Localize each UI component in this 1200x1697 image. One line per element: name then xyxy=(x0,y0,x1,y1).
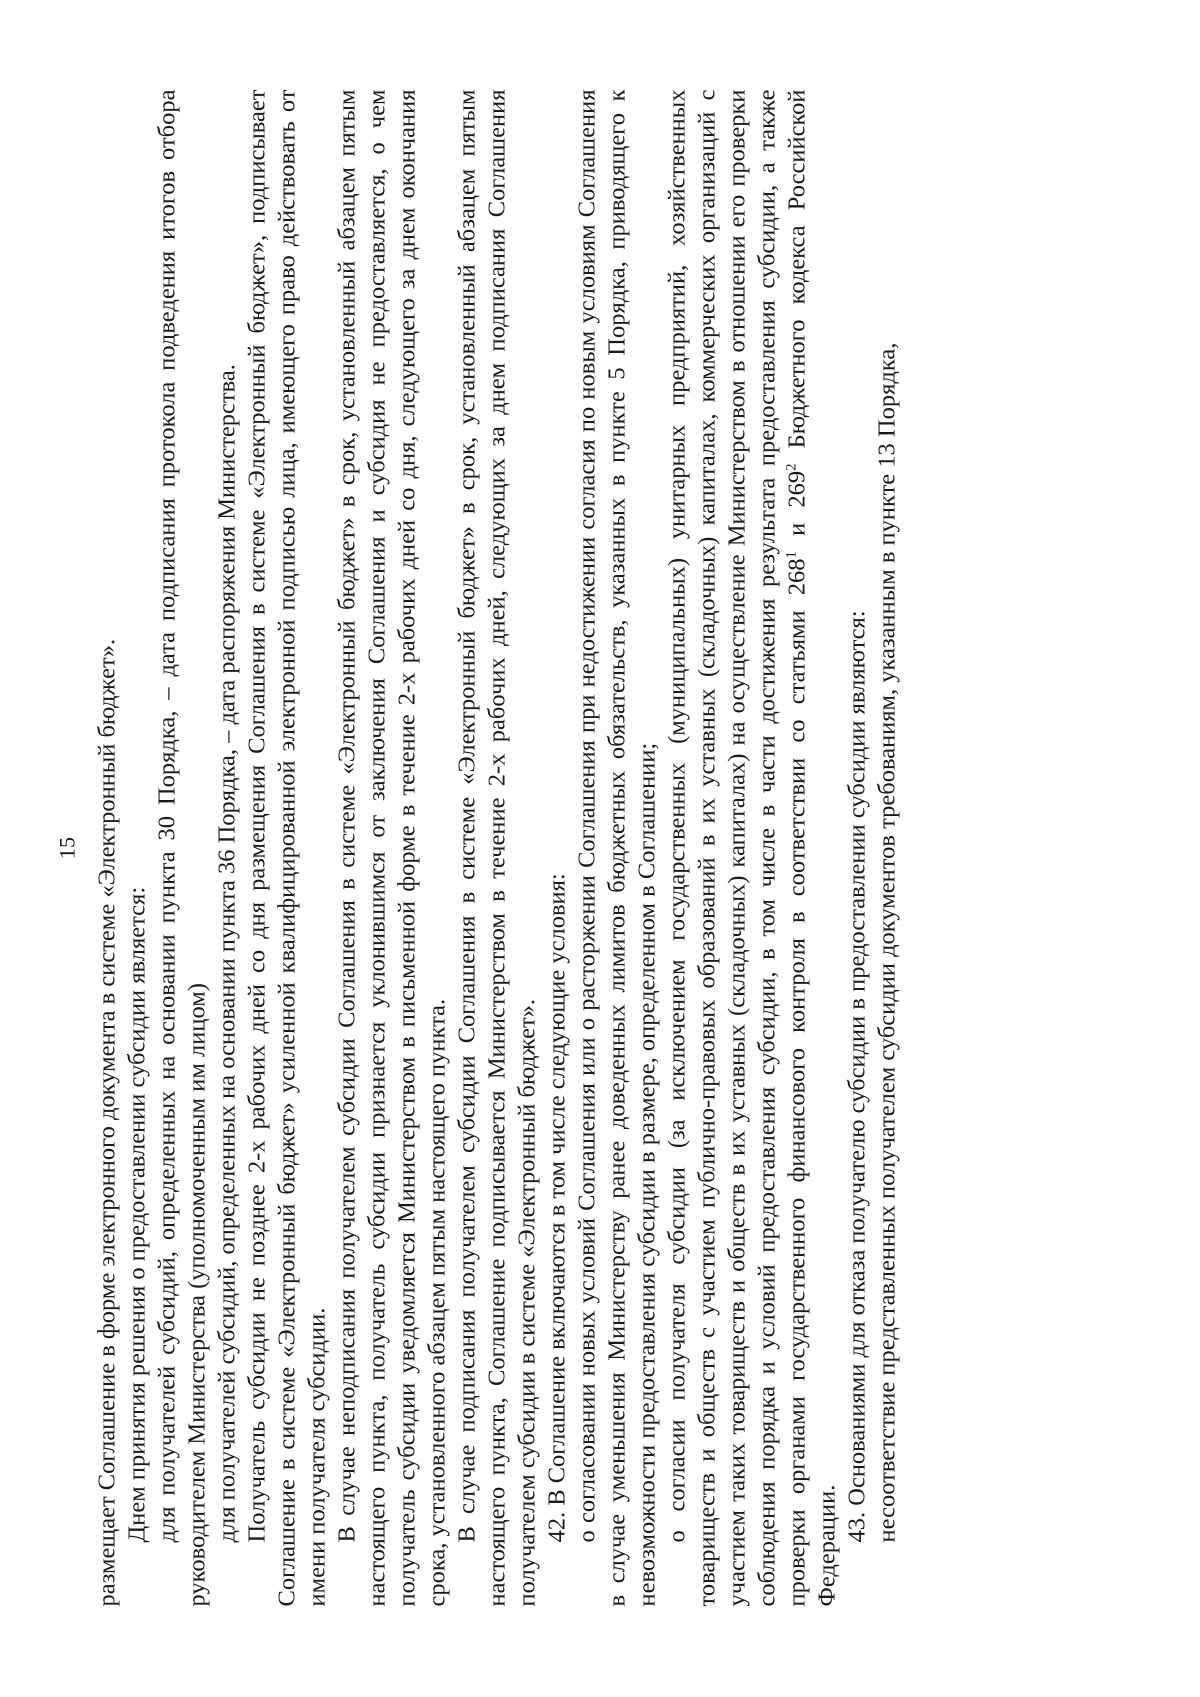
document-body xyxy=(93,90,903,1607)
paragraph: о согласовании новых условий Соглашения или о расторжении Соглашения при недостижении согласия по новым условиям Соглашения в случае уменьшения Министерству ранее доведенных лимитов бюджетных обязательств, указанных в пункте 5 Порядка, приводящего к невозможности предоставления субсидии в размере, определенном в Соглашении; xyxy=(573,89,661,1607)
paragraph-with-footnote-refs xyxy=(663,90,843,1607)
superscript: 2 xyxy=(783,463,800,471)
paragraph: Получатель субсидии не позднее 2-х рабочих дней со дня размещения Соглашения в системе «Электронный бюджет», подписывает Соглашение в системе «Электронный бюджет» усиленной квалифицированной электронной подписью лица, имеющего право действовать от имени получателя субсидии. xyxy=(243,89,331,1607)
paragraph: размещает Соглашение в форме электронного документа в системе «Электронный бюджет». xyxy=(93,638,121,1607)
page-number: 15 xyxy=(54,837,80,859)
paragraph: 43. Основаниями для отказа получателю субсидии в предоставлении субсидии являются: xyxy=(843,610,871,1543)
paragraph-text: Бюджетного кодекса Российской Федерации. xyxy=(783,89,841,1607)
paragraph-text: и 269 xyxy=(783,470,811,552)
document-page xyxy=(1,0,1200,1697)
paragraph: 42. В Соглашение включаются в том числе следующие условия: xyxy=(543,873,571,1543)
paragraph: В случае подписания получателем субсидии Соглашения в системе «Электронный бюджет» в срок, установленный абзацем пятым настоящего пункта, Соглашение подписывается Министерством в течение 2-х рабочих дней, следующих за днем подписания Соглашения получателем субсидии в системе «Электронный бюджет». xyxy=(453,89,541,1607)
paragraph: несоответствие представленных получателем субсидии документов требованиям, указанным в пункте 13 Порядка, xyxy=(873,342,901,1543)
paragraph: Днем принятия решения о предоставлении субсидии является: xyxy=(123,886,151,1543)
paragraph: В случае неподписания получателем субсидии Соглашения в системе «Электронный бюджет» в срок, установленный абзацем пятым настоящего пункта, получатель субсидии признается уклонившимся от заключения Соглашения и субсидия не предоставляется, о чем получатель субсидии уведомляется Министерством в письменной форме в течение 2-х рабочих дней со дня, следующего за днем окончания срока, установленного абзацем пятым настоящего пункта. xyxy=(333,89,451,1607)
paragraph: для получателей субсидий, определенных на основании пункта 30 Порядка, – дата подписания протокола подведения итогов отбора руководителем Министерства (уполномоченным им лицом) xyxy=(153,89,211,1607)
paragraph-text: о согласии получателя субсидии (за исключением государственных (муниципальных) унитарных предприятий, хозяйственных товариществ и обществ с участием публично-правовых образований в их уставных (складочных) капиталах, коммерческих организаций с участием таких товариществ и обществ в их уставных (складочных) капиталах) на осуществление Министерством в отношении его проверки соблюдения порядка и условий предоставления субсидии, в том числе в части достижения результата предоставления субсидии, а также проверки органами государственного финансового контроля в соответствии со статьями 268 xyxy=(663,89,811,1607)
paragraph: для получателей субсидий, определенных на основании пункта 36 Порядка, – дата распоряжения Министерства. xyxy=(213,364,241,1543)
superscript: 1 xyxy=(783,551,800,559)
